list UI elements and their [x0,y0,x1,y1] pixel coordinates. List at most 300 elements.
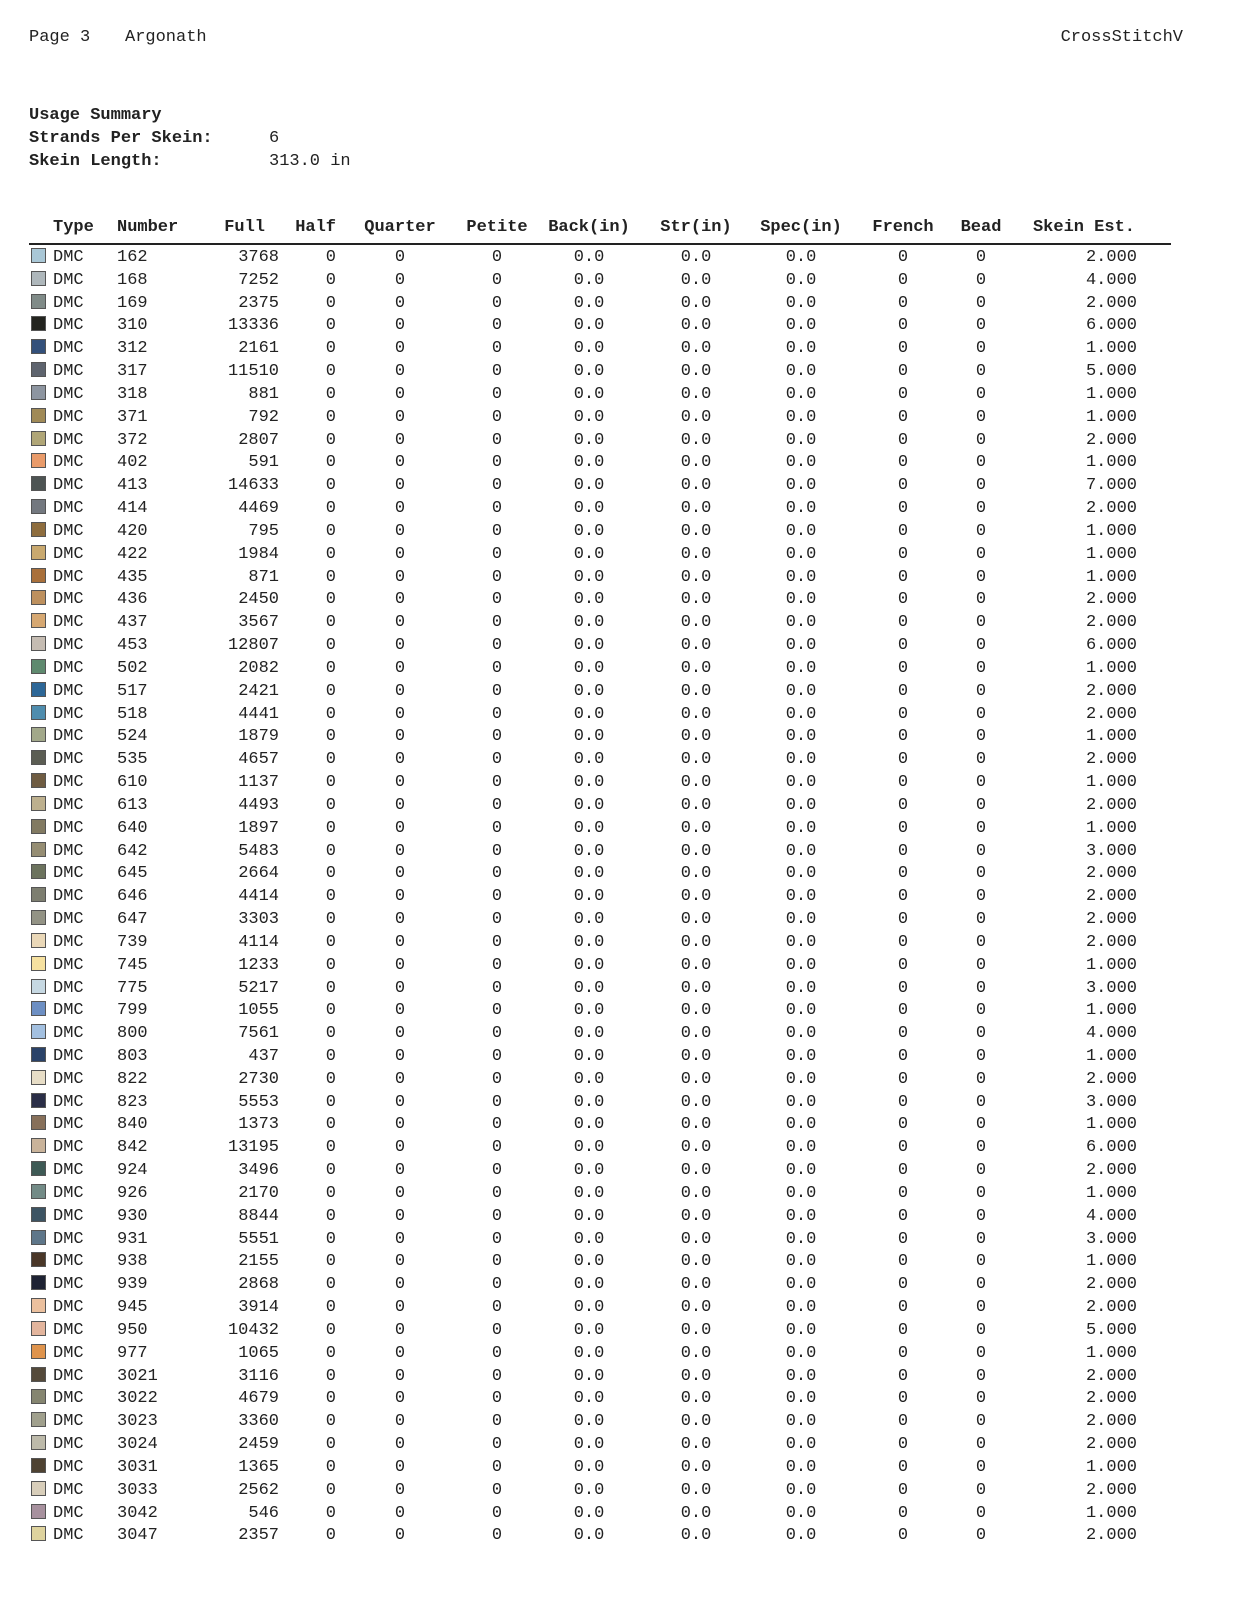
cell-type: DMC [53,1526,84,1546]
cell-petite: 0 [491,1115,503,1135]
cell-str: 0.0 [680,910,712,930]
cell-half: 0 [325,1435,336,1455]
cell-bead: 0 [975,704,987,724]
color-swatch [31,910,46,925]
cell-bead: 0 [975,1389,987,1409]
cell-full: 3116 [238,1366,279,1386]
cell-half: 0 [325,773,336,793]
col-full-header: Full [224,218,265,237]
cell-type: DMC [53,590,84,610]
cell-half: 0 [325,1069,336,1089]
table-row [29,450,1171,473]
cell-skein: 1.000 [1085,1183,1137,1203]
color-swatch [31,1207,46,1222]
table-row [29,861,1171,884]
cell-half: 0 [325,567,336,587]
cell-french: 0 [897,476,909,496]
cell-spec: 0.0 [785,362,817,382]
cell-half: 0 [325,681,336,701]
cell-str: 0.0 [680,293,712,313]
cell-petite: 0 [491,636,503,656]
cell-full: 1879 [238,727,279,747]
strands-label: Strands Per Skein: [29,129,213,148]
cell-petite: 0 [491,476,503,496]
cell-type: DMC [53,1457,84,1477]
cell-number: 453 [117,636,148,656]
cell-full: 2155 [238,1252,279,1272]
cell-type: DMC [53,430,84,450]
cell-french: 0 [897,453,909,473]
cell-bead: 0 [975,499,987,519]
page-number: Page 3 [29,28,91,47]
cell-back: 0.0 [573,499,605,519]
cell-type: DMC [53,795,84,815]
cell-petite: 0 [491,841,503,861]
cell-petite: 0 [491,887,503,907]
cell-petite: 0 [491,1412,503,1432]
cell-half: 0 [325,1412,336,1432]
cell-petite: 0 [491,1024,503,1044]
cell-str: 0.0 [680,1024,712,1044]
cell-back: 0.0 [573,727,605,747]
cell-quarter: 0 [394,910,406,930]
cell-back: 0.0 [573,1480,605,1500]
cell-quarter: 0 [394,1001,406,1021]
color-swatch [31,339,46,354]
cell-quarter: 0 [394,1435,406,1455]
cell-full: 871 [248,567,279,587]
cell-str: 0.0 [680,339,712,359]
cell-type: DMC [53,773,84,793]
cell-back: 0.0 [573,1161,605,1181]
cell-spec: 0.0 [785,1092,817,1112]
cell-spec: 0.0 [785,681,817,701]
cell-full: 2421 [238,681,279,701]
cell-number: 739 [117,932,148,952]
cell-back: 0.0 [573,887,605,907]
cell-str: 0.0 [680,1183,712,1203]
cell-half: 0 [325,704,336,724]
cell-petite: 0 [491,1001,503,1021]
cell-full: 12807 [227,636,279,656]
cell-back: 0.0 [573,1001,605,1021]
cell-str: 0.0 [680,499,712,519]
cell-str: 0.0 [680,1229,712,1249]
cell-quarter: 0 [394,590,406,610]
cell-quarter: 0 [394,1480,406,1500]
cell-skein: 1.000 [1085,567,1137,587]
cell-bead: 0 [975,407,987,427]
cell-full: 4469 [238,499,279,519]
cell-back: 0.0 [573,681,605,701]
cell-skein: 2.000 [1085,1069,1137,1089]
cell-petite: 0 [491,955,503,975]
cell-spec: 0.0 [785,384,817,404]
cell-skein: 1.000 [1085,384,1137,404]
color-swatch [31,750,46,765]
cell-bead: 0 [975,1069,987,1089]
cell-petite: 0 [491,362,503,382]
cell-back: 0.0 [573,658,605,678]
cell-number: 371 [117,407,148,427]
cell-str: 0.0 [680,1138,712,1158]
table-row [29,1227,1171,1250]
cell-back: 0.0 [573,1092,605,1112]
cell-type: DMC [53,1115,84,1135]
cell-type: DMC [53,864,84,884]
cell-bead: 0 [975,362,987,382]
cell-type: DMC [53,910,84,930]
cell-type: DMC [53,1343,84,1363]
cell-petite: 0 [491,910,503,930]
table-row [29,382,1171,405]
cell-french: 0 [897,544,909,564]
cell-petite: 0 [491,932,503,952]
cell-quarter: 0 [394,567,406,587]
cell-quarter: 0 [394,521,406,541]
cell-back: 0.0 [573,362,605,382]
color-swatch [31,659,46,674]
cell-type: DMC [53,1480,84,1500]
table-row [29,1272,1171,1295]
cell-bead: 0 [975,1275,987,1295]
strands-value: 6 [269,129,280,148]
skein-length-label: Skein Length: [29,152,162,171]
cell-half: 0 [325,1343,336,1363]
cell-petite: 0 [491,727,503,747]
table-row [29,1432,1171,1455]
cell-spec: 0.0 [785,248,817,267]
cell-bead: 0 [975,773,987,793]
cell-quarter: 0 [394,1275,406,1295]
cell-petite: 0 [491,1503,503,1523]
cell-bead: 0 [975,887,987,907]
cell-full: 2807 [238,430,279,450]
color-swatch [31,294,46,309]
color-swatch [31,1252,46,1267]
cell-quarter: 0 [394,1183,406,1203]
cell-number: 420 [117,521,148,541]
cell-bead: 0 [975,1092,987,1112]
cell-skein: 2.000 [1085,1366,1137,1386]
cell-bead: 0 [975,1161,987,1181]
cell-half: 0 [325,1001,336,1021]
cell-french: 0 [897,1389,909,1409]
cell-french: 0 [897,750,909,770]
cell-half: 0 [325,1229,336,1249]
color-swatch [31,1344,46,1359]
cell-quarter: 0 [394,750,406,770]
cell-french: 0 [897,773,909,793]
table-row [29,542,1171,565]
cell-french: 0 [897,818,909,838]
cell-back: 0.0 [573,841,605,861]
cell-bead: 0 [975,430,987,450]
cell-skein: 2.000 [1085,248,1137,267]
cell-bead: 0 [975,910,987,930]
cell-spec: 0.0 [785,407,817,427]
cell-type: DMC [53,704,84,724]
cell-back: 0.0 [573,1024,605,1044]
cell-full: 2730 [238,1069,279,1089]
cell-full: 5483 [238,841,279,861]
cell-full: 2170 [238,1183,279,1203]
cell-str: 0.0 [680,978,712,998]
cell-half: 0 [325,613,336,633]
cell-str: 0.0 [680,704,712,724]
cell-type: DMC [53,384,84,404]
cell-skein: 1.000 [1085,1503,1137,1523]
table-row [29,1386,1171,1409]
cell-str: 0.0 [680,841,712,861]
cell-french: 0 [897,1092,909,1112]
cell-spec: 0.0 [785,795,817,815]
cell-french: 0 [897,407,909,427]
cell-number: 645 [117,864,148,884]
cell-quarter: 0 [394,1252,406,1272]
cell-spec: 0.0 [785,818,817,838]
cell-quarter: 0 [394,978,406,998]
col-type-header: Type [53,218,94,237]
color-swatch [31,499,46,514]
cell-quarter: 0 [394,1229,406,1249]
cell-spec: 0.0 [785,316,817,336]
cell-bead: 0 [975,1320,987,1340]
cell-back: 0.0 [573,864,605,884]
cell-quarter: 0 [394,1092,406,1112]
cell-type: DMC [53,1320,84,1340]
cell-skein: 2.000 [1085,1480,1137,1500]
cell-spec: 0.0 [785,1206,817,1226]
cell-half: 0 [325,1503,336,1523]
cell-french: 0 [897,910,909,930]
cell-type: DMC [53,1366,84,1386]
table-row [29,496,1171,519]
cell-half: 0 [325,1183,336,1203]
cell-full: 2562 [238,1480,279,1500]
cell-back: 0.0 [573,1503,605,1523]
cell-skein: 4.000 [1085,1206,1137,1226]
cell-half: 0 [325,658,336,678]
cell-str: 0.0 [680,544,712,564]
cell-skein: 2.000 [1085,887,1137,907]
cell-skein: 3.000 [1085,1229,1137,1249]
cell-number: 646 [117,887,148,907]
cell-spec: 0.0 [785,339,817,359]
cell-spec: 0.0 [785,727,817,747]
table-row [29,1478,1171,1501]
cell-spec: 0.0 [785,1115,817,1135]
cell-spec: 0.0 [785,1046,817,1066]
cell-skein: 4.000 [1085,1024,1137,1044]
cell-full: 5551 [238,1229,279,1249]
cell-full: 1365 [238,1457,279,1477]
cell-french: 0 [897,1069,909,1089]
cell-full: 1984 [238,544,279,564]
cell-petite: 0 [491,1275,503,1295]
cell-str: 0.0 [680,1526,712,1546]
color-swatch [31,316,46,331]
cell-bead: 0 [975,1206,987,1226]
cell-full: 1137 [238,773,279,793]
cell-back: 0.0 [573,818,605,838]
cell-spec: 0.0 [785,864,817,884]
cell-number: 436 [117,590,148,610]
cell-french: 0 [897,978,909,998]
cell-quarter: 0 [394,795,406,815]
cell-full: 3496 [238,1161,279,1181]
cell-bead: 0 [975,1001,987,1021]
cell-quarter: 0 [394,864,406,884]
table-body [29,245,1171,1546]
table-row [29,1523,1171,1546]
cell-type: DMC [53,818,84,838]
cell-skein: 2.000 [1085,293,1137,313]
cell-half: 0 [325,1298,336,1318]
color-swatch [31,1389,46,1404]
cell-bead: 0 [975,316,987,336]
cell-half: 0 [325,1320,336,1340]
cell-spec: 0.0 [785,773,817,793]
cell-type: DMC [53,1229,84,1249]
cell-spec: 0.0 [785,1503,817,1523]
cell-type: DMC [53,362,84,382]
cell-quarter: 0 [394,681,406,701]
cell-spec: 0.0 [785,1252,817,1272]
table-row [29,1135,1171,1158]
table-row [29,313,1171,336]
cell-str: 0.0 [680,613,712,633]
col-petite-header: Petite [466,218,528,237]
cell-type: DMC [53,955,84,975]
cell-quarter: 0 [394,613,406,633]
color-swatch [31,933,46,948]
cell-spec: 0.0 [785,1480,817,1500]
color-swatch [31,1138,46,1153]
cell-str: 0.0 [680,590,712,610]
cell-spec: 0.0 [785,453,817,473]
cell-petite: 0 [491,1069,503,1089]
cell-skein: 2.000 [1085,864,1137,884]
cell-spec: 0.0 [785,1457,817,1477]
cell-half: 0 [325,1480,336,1500]
cell-number: 535 [117,750,148,770]
cell-skein: 2.000 [1085,1526,1137,1546]
cell-french: 0 [897,1435,909,1455]
cell-type: DMC [53,1001,84,1021]
cell-bead: 0 [975,1366,987,1386]
cell-spec: 0.0 [785,1183,817,1203]
cell-french: 0 [897,955,909,975]
cell-french: 0 [897,384,909,404]
cell-bead: 0 [975,841,987,861]
cell-french: 0 [897,704,909,724]
cell-half: 0 [325,407,336,427]
cell-skein: 7.000 [1085,476,1137,496]
cell-back: 0.0 [573,1069,605,1089]
table-row [29,1501,1171,1524]
cell-type: DMC [53,1092,84,1112]
cell-quarter: 0 [394,293,406,313]
table-row [29,884,1171,907]
cell-back: 0.0 [573,1412,605,1432]
cell-bead: 0 [975,339,987,359]
cell-back: 0.0 [573,1046,605,1066]
color-swatch [31,819,46,834]
cell-half: 0 [325,499,336,519]
color-swatch [31,1161,46,1176]
cell-bead: 0 [975,1412,987,1432]
color-swatch [31,408,46,423]
cell-number: 945 [117,1298,148,1318]
cell-spec: 0.0 [785,841,817,861]
cell-type: DMC [53,453,84,473]
cell-spec: 0.0 [785,1366,817,1386]
skein-length-value: 313.0 in [269,152,351,171]
cell-back: 0.0 [573,1435,605,1455]
cell-full: 1055 [238,1001,279,1021]
cell-skein: 2.000 [1085,1435,1137,1455]
cell-back: 0.0 [573,932,605,952]
cell-number: 977 [117,1343,148,1363]
table-row [29,953,1171,976]
cell-quarter: 0 [394,1115,406,1135]
table-row [29,336,1171,359]
cell-petite: 0 [491,681,503,701]
cell-skein: 1.000 [1085,727,1137,747]
usage-summary [29,104,351,173]
cell-str: 0.0 [680,476,712,496]
cell-bead: 0 [975,750,987,770]
cell-number: 414 [117,499,148,519]
cell-str: 0.0 [680,1457,712,1477]
cell-number: 3021 [117,1366,158,1386]
cell-quarter: 0 [394,1343,406,1363]
cell-number: 310 [117,316,148,336]
cell-french: 0 [897,1138,909,1158]
cell-skein: 1.000 [1085,544,1137,564]
cell-petite: 0 [491,521,503,541]
cell-full: 11510 [227,362,279,382]
cell-half: 0 [325,362,336,382]
cell-french: 0 [897,1457,909,1477]
cell-spec: 0.0 [785,1138,817,1158]
cell-skein: 2.000 [1085,795,1137,815]
color-swatch [31,842,46,857]
cell-number: 524 [117,727,148,747]
cell-petite: 0 [491,1366,503,1386]
cell-type: DMC [53,1069,84,1089]
cell-back: 0.0 [573,955,605,975]
table-row [29,998,1171,1021]
cell-str: 0.0 [680,864,712,884]
cell-type: DMC [53,932,84,952]
cell-french: 0 [897,430,909,450]
table-row [29,245,1171,268]
cell-back: 0.0 [573,1206,605,1226]
cell-str: 0.0 [680,430,712,450]
cell-type: DMC [53,1161,84,1181]
cell-quarter: 0 [394,1069,406,1089]
color-swatch [31,271,46,286]
cell-quarter: 0 [394,887,406,907]
cell-spec: 0.0 [785,476,817,496]
cell-french: 0 [897,1275,909,1295]
table-row [29,747,1171,770]
cell-half: 0 [325,476,336,496]
cell-quarter: 0 [394,932,406,952]
cell-bead: 0 [975,636,987,656]
